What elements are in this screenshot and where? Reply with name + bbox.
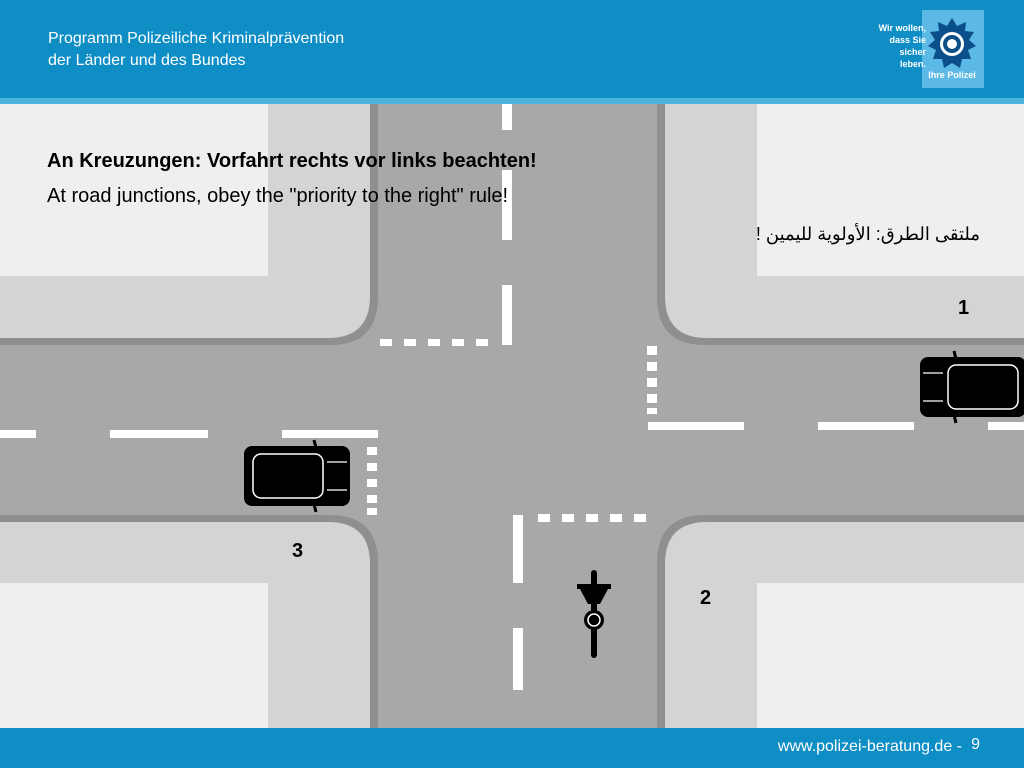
heading-arabic: ملتقى الطرق: الأولوية لليمين ! [755,224,980,244]
label-car-west: 3 [292,540,304,562]
label-car-east: 1 [958,297,970,319]
program-title-line2: der Länder und des Bundes [48,52,246,69]
logo-slogan-line3: sicher leben. [899,47,926,69]
logo-slogan-line2: dass Sie [889,35,926,45]
footer-url[interactable]: www.polizei-beratung.de - [777,738,962,755]
label-bicycle: 2 [700,587,712,609]
building-ne [757,104,1024,276]
logo-subtitle: Ihre Polizei [928,70,976,80]
heading-english: At road junctions, obey the "priority to the right" rule! [47,185,509,207]
footer-bar [0,728,1024,768]
car-west [244,440,350,512]
page-number: 9 [971,736,980,753]
car-east [920,351,1024,423]
program-title-line1: Programm Polizeiliche Kriminalprävention [48,30,345,47]
logo-slogan-line1: Wir wollen, [878,23,926,33]
heading-german: An Kreuzungen: Vorfahrt rechts vor links beachten! [47,150,537,172]
building-sw [0,583,268,728]
building-se [757,583,1024,728]
logo-slogan [874,22,926,70]
